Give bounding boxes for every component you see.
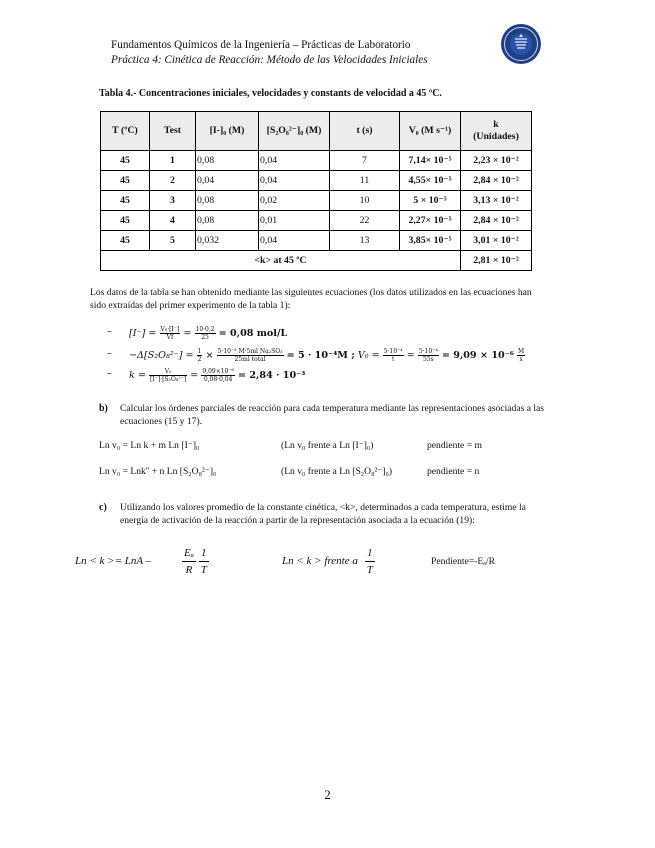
col-header-time: t (s) xyxy=(330,112,400,151)
cell-k: 2,23 × 10⁻² xyxy=(461,151,532,171)
cell-time: 13 xyxy=(330,231,400,251)
col-header-k xyxy=(461,112,532,151)
plot-axes-iodide: (Ln v₀ frente a Ln [I⁻]₀) xyxy=(281,440,374,451)
cell-persulfate: 0,04 xyxy=(259,171,330,191)
arrhenius-lhs: Ln < k >= LnA – xyxy=(75,555,152,567)
cell-k: 2,84 × 10⁻² xyxy=(461,171,532,191)
cell-temperature: 45 xyxy=(101,211,150,231)
cell-temperature: 45 xyxy=(101,231,150,251)
arrhenius-plot-fraction: $\frac{1}{T}$ xyxy=(366,547,373,576)
arrhenius-fraction-ea-r: $\frac{\text{Eₐ}}{R}$ xyxy=(184,547,194,576)
cell-persulfate: 0,02 xyxy=(259,191,330,211)
cell-test: 2 xyxy=(150,171,196,191)
list-dash: – xyxy=(107,368,112,379)
cell-iodide: 0,032 xyxy=(196,231,259,251)
eq2-fraction-3: $\frac{\text{5·10⁻⁴}}{t}$ xyxy=(383,348,403,363)
cell-test: 5 xyxy=(150,231,196,251)
cell-k: 3,13 × 10⁻² xyxy=(461,191,532,211)
eq2-fraction-4: $\frac{\text{5·10⁻⁴}}{55s}$ xyxy=(418,348,438,363)
table-row xyxy=(101,231,532,251)
eq1-result: = 0,08 mol/L xyxy=(218,328,288,339)
col-header-iodide: [I-]₀ (M) xyxy=(196,112,259,151)
cell-test: 3 xyxy=(150,191,196,211)
plot-axes-persulfate: (Ln v₀ frente a Ln [S₂O₈²⁻]₀) xyxy=(281,466,393,477)
eq2-result-2: = 9,09 × 10⁻⁶ xyxy=(441,350,514,361)
section-c-letter: c) xyxy=(99,502,107,513)
page-header xyxy=(111,38,428,68)
eq1-lhs: [I⁻] = xyxy=(129,328,157,339)
cell-velocity: 4,55× 10⁻⁵ xyxy=(400,171,461,191)
eq2-unit-fraction: $\frac{M}{s}$ xyxy=(518,348,525,363)
col-header-test: Test xyxy=(150,112,196,151)
section-c-text: Utilizando los valores promedio de la constante cinética, <k>, determinados a cada temperatura, estime la energía de activación de la reacción a partir de la representación asociada a la ecuación (19): xyxy=(120,502,526,526)
arrhenius-equation-row xyxy=(75,542,555,586)
eq2-lhs: −Δ[S₂O₈²⁻] = xyxy=(129,350,194,361)
section-b-letter: b) xyxy=(99,403,108,414)
rates-table xyxy=(100,111,532,271)
table-row xyxy=(101,211,532,231)
cell-k: 2,84 × 10⁻² xyxy=(461,211,532,231)
average-label: <k> at 45 ºC xyxy=(101,251,461,271)
cell-velocity: 5 × 10⁻⁵ xyxy=(400,191,461,211)
arrhenius-fraction-1-t: $\frac{1}{T}$ xyxy=(200,547,207,576)
cell-persulfate: 0,04 xyxy=(259,151,330,171)
cell-temperature: 45 xyxy=(101,171,150,191)
cell-iodide: 0,08 xyxy=(196,151,259,171)
cell-iodide: 0,04 xyxy=(196,171,259,191)
eq3-result: = 2,84 · 10⁻³ xyxy=(238,370,306,381)
slope-n: pendiente = n xyxy=(427,466,480,477)
table-row xyxy=(101,171,532,191)
cell-time: 22 xyxy=(330,211,400,231)
cell-iodide: 0,08 xyxy=(196,211,259,231)
eq3-fraction-2: $\frac{\text{9,09×10⁻⁶}}{0,08\cdot 0,04}$ xyxy=(202,368,234,383)
list-dash: – xyxy=(107,348,112,359)
header-course-title: Fundamentos Químicos de la Ingeniería – Prácticas de Laboratorio xyxy=(111,39,411,51)
table-header-row xyxy=(101,112,532,151)
eq1-fraction-2: $\frac{10\cdot 0,2}{25}$ xyxy=(195,326,215,341)
eq2-fraction-half: $\frac{1}{2}$ xyxy=(197,348,202,363)
page-number: 2 xyxy=(324,787,331,802)
order-eq-persulfate: Ln v₀ = Lnk'' + n Ln [S₂O₈²⁻]₀ xyxy=(99,466,217,477)
eq1-fraction-1: $\frac{\text{V₀·[I⁻]}}{Vf}$ xyxy=(160,326,180,341)
equations-intro-paragraph: Los datos de la tabla se han obtenido mediante las siguientes ecuaciones (los datos utilizados en las ecuaciones han sido extraídas del primer experimento de la tabla 1): xyxy=(90,287,532,311)
arrhenius-plot-label: Ln < k > frente a xyxy=(282,555,358,567)
cell-persulfate: 0,01 xyxy=(259,211,330,231)
col-header-velocity: V₀ (M s⁻¹) xyxy=(400,112,461,151)
eq2-result: = 5 · 10⁻⁴M ; xyxy=(286,350,355,361)
table-row xyxy=(101,151,532,171)
list-dash: – xyxy=(107,326,112,337)
cell-time: 10 xyxy=(330,191,400,211)
section-b-text: Calcular los órdenes parciales de reacción para cada temperatura mediante las representaciones asociadas a las ecuaciones (15 y 17). xyxy=(120,403,545,427)
eq3-fraction-1: $\frac{\text{V₀}}{\text{[I⁻]·[S₂O₈²⁻]}}$ xyxy=(149,368,187,383)
cell-velocity: 7,14× 10⁻⁵ xyxy=(400,151,461,171)
table-caption: Tabla 4.- Concentraciones iniciales, velocidades y constants de velocidad a 45 ºC. xyxy=(99,88,442,99)
document-page: Fundamentos Químicos de la Ingeniería – Prácticas de Laboratorio Práctica 4: Cinética de Reacción: Método de las Velocidades Iniciales Tabla 4.- Concentraciones iniciales, velocidades y constants de velocidad a 45 ºC. T (ºC) Test [I-]₀ (M) [S₂O₈²⁻]₀ (M) t (s) V₀ (M s⁻¹) k (Unidades) 45 1 0,08 0,04 7 7,14× 10⁻⁵ 2,23 × 10⁻² 45 2 0,04 0,04 11 4,55× 10⁻⁵ 2,84 × 10⁻² 45 3 0,08 0,02 10 5 × 10⁻⁵ 3,13 × 10⁻² 45 4 0,08 0,01 22 2,27× 10⁻⁵ 2,84 × 10⁻² 45 5 0,032 0,04 13 3,85× 10⁻⁵ 3,01 × 10⁻² <k> at 45 ºC 2,81 × 10⁻² Los datos de la tabla se han obtenido mediante las siguientes ecuaciones (los datos utilizados en las ecuaciones han sido extraídas del primer experimento de la tabla 1): – [I⁻] = $\frac{\text{V₀·[I⁻]}}{Vf}$ = $\frac{10\cdot 0,2}{25}$ = 0,08 mol/L – −Δ[S₂O₈²⁻] = $\frac{1}{2}$ × $\frac{\text{5·10⁻³ M·5ml Na₂SO₃}}{\text{25ml total}}$ = 5 · 10⁻⁴M ; V₀ = $\frac{\text{5·10⁻⁴}}{t}$ = $\frac{\text{5·10⁻⁴}}{55s}$ = 9,09 × 10⁻⁶ $\frac{M}{s}$ – k = $\frac{\text{V₀}}{\text{[I⁻]·[S₂O₈²⁻]}}$ = $\frac{\text{9,09×10⁻⁶}}{0,08\cdot 0,04}$ = 2,84 · 10⁻³ b) Calcular los órdenes parciales de reacción para cada temperatura mediante las representaciones asociadas a las ecuaciones (15 y 17). Ln v₀ = Ln k + m Ln [I⁻]₀ (Ln v₀ frente a Ln [I⁻]₀) pendiente = m Ln v₀ = Lnk'' + n Ln [S₂O₈²⁻]₀ (Ln v₀ frente a Ln [S₂O₈²⁻]₀) pendiente = n c) Utilizando los valores promedio de la constante cinética, <k>, determinados a cada temperatura, estime la energía de activación de la reacción a partir de la representación asociada a la ecuación (19): Ln < k >= LnA – $\frac{\text{Eₐ}}{R}$ $\frac{1}{T}$ Ln < k > frente a $\frac{1}{T}$ Pendiente=-Eₐ/R 2 xyxy=(0,0,655,848)
cell-test: 4 xyxy=(150,211,196,231)
col-header-persulfate: [S₂O₈²⁻]₀ (M) xyxy=(259,112,330,151)
eq2-fraction-dilution: $\frac{\text{5·10⁻³ M·5ml Na₂SO₃}}{\text{25ml total}}$ xyxy=(217,348,283,363)
university-seal-logo xyxy=(500,23,542,65)
eq2-v0-label: V₀ = xyxy=(357,350,380,361)
cell-test: 1 xyxy=(150,151,196,171)
average-k-value: 2,81 × 10⁻² xyxy=(461,251,532,271)
table-row xyxy=(101,191,532,211)
cell-k: 3,01 × 10⁻² xyxy=(461,231,532,251)
table-average-row xyxy=(101,251,532,271)
cell-temperature: 45 xyxy=(101,191,150,211)
col-header-k-symbol: k xyxy=(493,119,499,130)
cell-time: 7 xyxy=(330,151,400,171)
header-practice-title: Práctica 4: Cinética de Reacción: Método de las Velocidades Iniciales xyxy=(111,54,428,66)
col-header-k-units: (Unidades) xyxy=(473,131,519,142)
eq3-lhs: k = xyxy=(129,370,146,381)
order-eq-iodide: Ln v₀ = Ln k + m Ln [I⁻]₀ xyxy=(99,440,200,451)
cell-persulfate: 0,04 xyxy=(259,231,330,251)
cell-time: 11 xyxy=(330,171,400,191)
arrhenius-slope: Pendiente=-Eₐ/R xyxy=(431,556,495,567)
cell-velocity: 3,85× 10⁻⁵ xyxy=(400,231,461,251)
slope-m: pendiente = m xyxy=(427,440,482,451)
cell-iodide: 0,08 xyxy=(196,191,259,211)
col-header-temperature: T (ºC) xyxy=(101,112,150,151)
cell-temperature: 45 xyxy=(101,151,150,171)
cell-velocity: 2,27× 10⁻⁵ xyxy=(400,211,461,231)
